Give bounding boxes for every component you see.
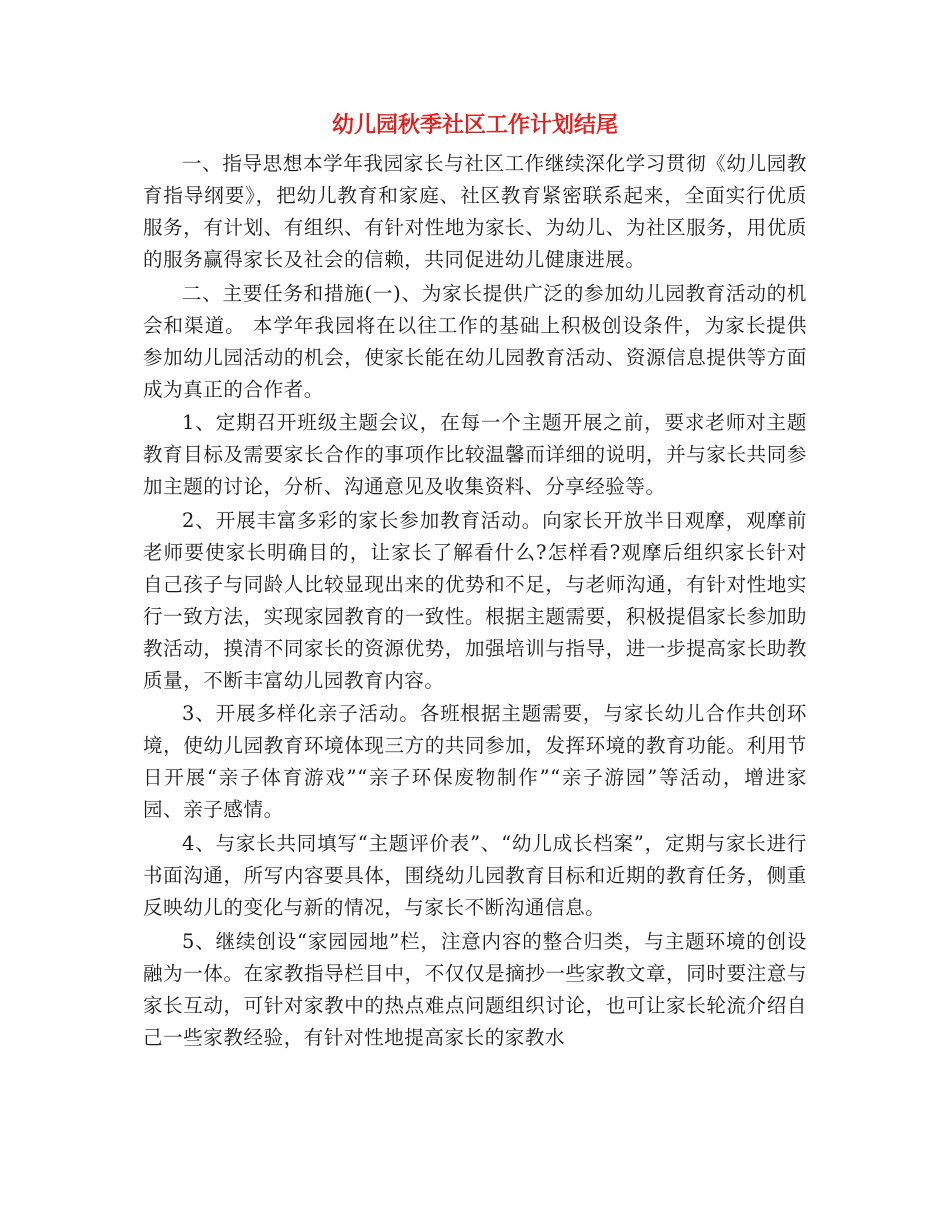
paragraph-item-5: 5、继续创设“家园园地”栏，注意内容的整合归类，与主题环境的创设融为一体。在家教指导栏目中，不仅仅是摘抄一些家教文章，同时要注意与家长互动，可针对家教中的热点难点问题组织讨论，也可让家长轮流介绍自己一些家教经验，有针对性地提高家长的家教水 xyxy=(143,929,807,1049)
document-body xyxy=(143,148,807,1055)
paragraph-item-4: 4、与家长共同填写“主题评价表”、“幼儿成长档案”，定期与家长进行书面沟通，所写内容要具体，围绕幼儿园教育目标和近期的教育任务，侧重反映幼儿的变化与新的情况，与家长不断沟通信息。 xyxy=(143,831,807,919)
paragraph-main-tasks: 二、主要任务和措施(一)、为家长提供广泛的参加幼儿园教育活动的机会和渠道。 本学年我园将在以往工作的基础上积极创设条件，为家长提供参加幼儿园活动的机会，使家长能在幼儿园教育活动、资源信息提供等方面成为真正的合作者。 xyxy=(143,281,807,401)
paragraph-item-3: 3、开展多样化亲子活动。各班根据主题需要，与家长幼儿合作共创环境，使幼儿园教育环境体现三方的共同参加，发挥环境的教育功能。利用节日开展“亲子体育游戏”“亲子环保废物制作”“亲子游园”等活动，增进家园、亲子感情。 xyxy=(143,702,807,822)
paragraph-item-1: 1、定期召开班级主题会议，在每一个主题开展之前，要求老师对主题教育目标及需要家长合作的事项作比较温馨而详细的说明，并与家长共同参加主题的讨论，分析、沟通意见及收集资料、分享经验等。 xyxy=(143,411,807,499)
paragraph-item-2: 2、开展丰富多彩的家长参加教育活动。向家长开放半日观摩，观摩前老师要使家长明确目的，让家长了解看什么?怎样看?观摩后组织家长针对自己孩子与同龄人比较显现出来的优势和不足，与老师沟通，有针对性地实行一致方法，实现家园教育的一致性。根据主题需要，积极提倡家长参加助教活动，摸清不同家长的资源优势，加强培训与指导，进一步提高家长助教质量，不断丰富幼儿园教育内容。 xyxy=(143,508,807,692)
document-title: 幼儿园秋季社区工作计划结尾 xyxy=(331,113,618,138)
paragraph-guiding-ideology: 一、指导思想本学年我园家长与社区工作继续深化学习贯彻《幼儿园教育指导纲要》，把幼儿教育和家庭、社区教育紧密联系起来，全面实行优质服务，有计划、有组织、有针对性地为家长、为幼儿、为社区服务，用优质的服务赢得家长及社会的信赖，共同促进幼儿健康进展。 xyxy=(143,152,807,271)
